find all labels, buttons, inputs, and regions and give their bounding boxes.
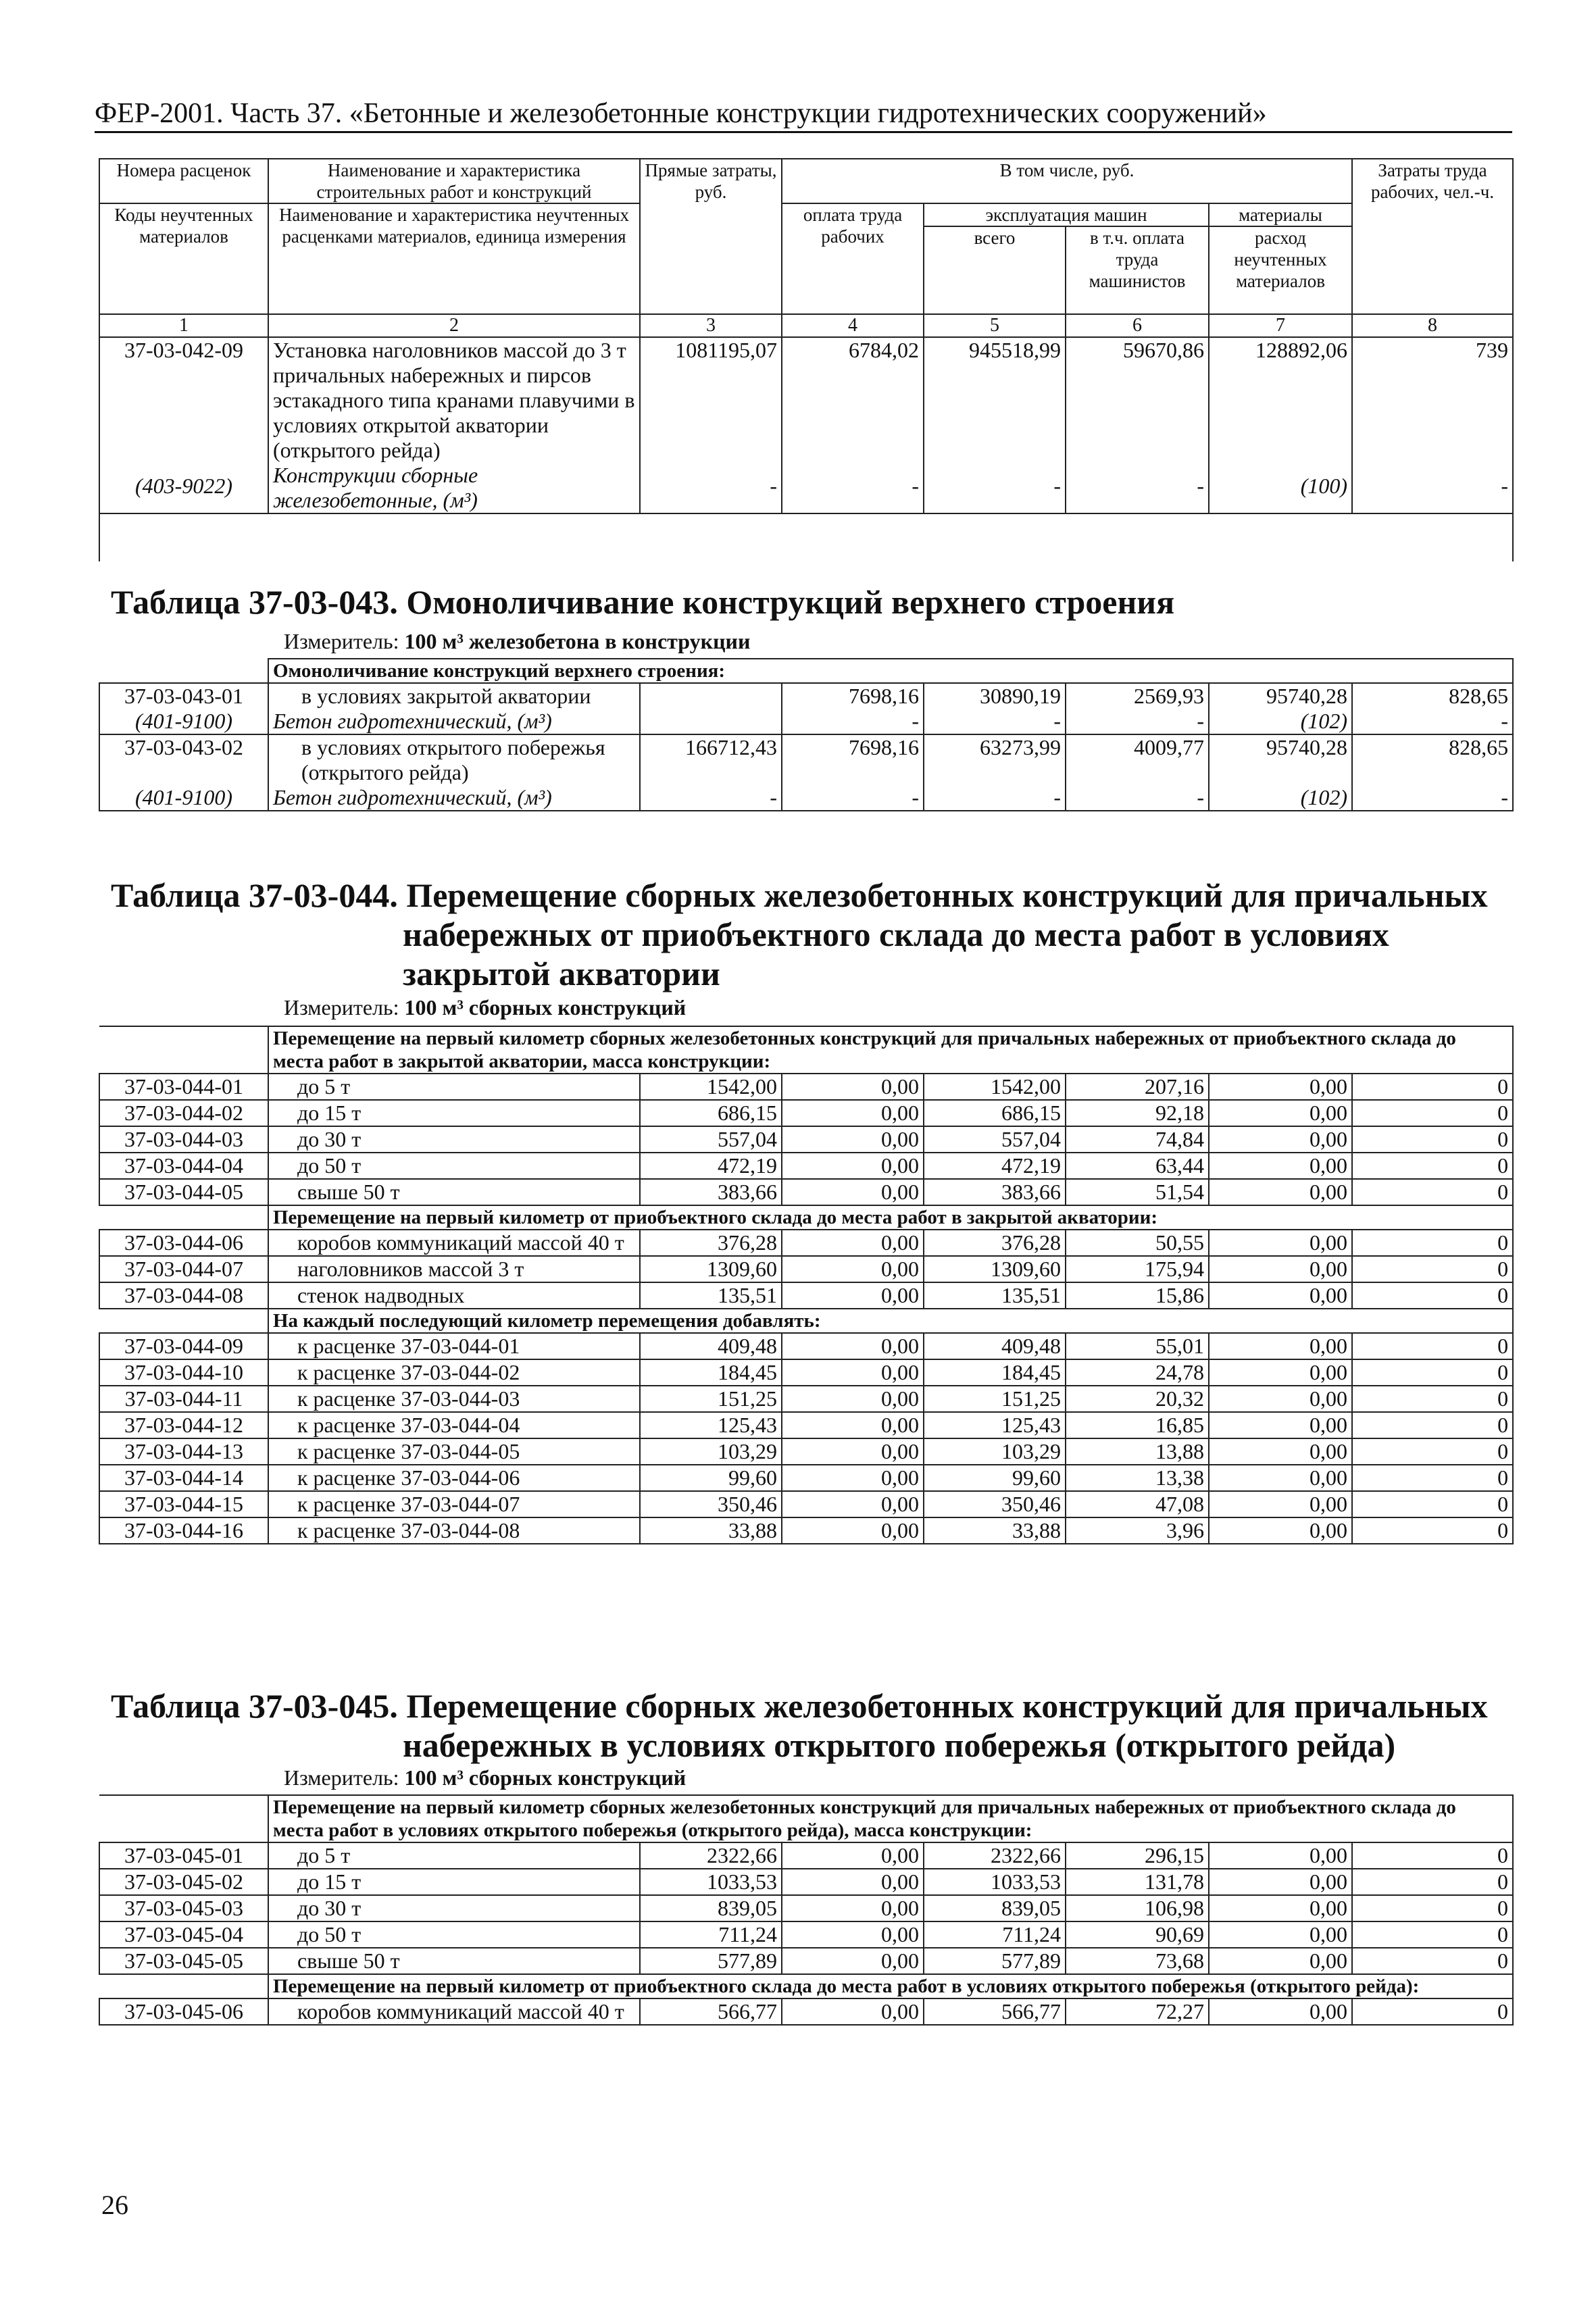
- table-row: [99, 683, 1513, 734]
- rate-name: свыше 50 т: [268, 1948, 640, 1974]
- header-including: В том числе, руб.: [782, 159, 1352, 203]
- table-row: [99, 1153, 1513, 1179]
- cell-machines-total: 99,60: [924, 1465, 1066, 1491]
- rates-table-main: [99, 158, 1514, 561]
- table-measure: Измеритель: 100 м³ сборных конструкций: [284, 995, 687, 1020]
- cell-worker-pay: 0,00: [782, 1359, 924, 1386]
- cell-materials: 0,00: [1209, 1100, 1352, 1126]
- rate-name: к расценке 37-03-044-02: [268, 1359, 640, 1386]
- rate-code: 37-03-044-09: [99, 1333, 268, 1359]
- section-heading: Перемещение на первый километр сборных железобетонных конструкций для причальных набережных от приобъектного склада до места работ в условиях открытого побережья (открытого рейда), масса конструкции:: [268, 1795, 1513, 1842]
- cell-labor: 739 -: [1352, 337, 1513, 513]
- col-number: 6: [1066, 314, 1209, 337]
- section-heading: Перемещение на первый километр сборных железобетонных конструкций для причальных набережных от приобъектного склада до места работ в закрытой акватории, масса конструкции:: [268, 1026, 1513, 1074]
- cell-worker-pay: 0,00: [782, 1282, 924, 1309]
- rate-code: 37-03-044-07: [99, 1256, 268, 1282]
- cell-machinist-pay: 106,98: [1066, 1895, 1209, 1921]
- cell-machines-total: 1309,60: [924, 1256, 1066, 1282]
- rate-name: до 5 т: [268, 1074, 640, 1100]
- cell-machinist-pay: 55,01: [1066, 1333, 1209, 1359]
- table-row: [99, 1179, 1513, 1205]
- section-heading: На каждый последующий километр перемещения добавлять:: [268, 1309, 1513, 1333]
- col-number: 5: [924, 314, 1066, 337]
- cell-machinist-pay: 16,85: [1066, 1412, 1209, 1438]
- header-direct-costs: Прямые затраты, руб.: [640, 159, 782, 314]
- cell-labor: 0: [1352, 1179, 1513, 1205]
- table-row: [99, 1465, 1513, 1491]
- cell-machines-total: 409,48: [924, 1333, 1066, 1359]
- cell-worker-pay: 6784,02 -: [782, 337, 924, 513]
- cell-direct-costs: 839,05: [640, 1895, 782, 1921]
- table-row: [99, 1438, 1513, 1465]
- cell-materials: 0,00: [1209, 1282, 1352, 1309]
- table-row: [99, 1491, 1513, 1517]
- table-row: [99, 1842, 1513, 1869]
- section-heading: Омоноличивание конструкций верхнего строения:: [268, 659, 1513, 683]
- cell-machines-total: 945518,99 -: [924, 337, 1066, 513]
- cell-direct-costs: [640, 683, 782, 734]
- table-row: [99, 1126, 1513, 1153]
- cell-labor: 0: [1352, 1895, 1513, 1921]
- cell-machines-total: 63273,99 -: [924, 734, 1066, 811]
- rate-code: 37-03-044-05: [99, 1179, 268, 1205]
- cell-machinist-pay: 3,96: [1066, 1517, 1209, 1544]
- cell-direct-costs: 1309,60: [640, 1256, 782, 1282]
- rate-code: 37-03-045-03: [99, 1895, 268, 1921]
- cell-worker-pay: 0,00: [782, 1438, 924, 1465]
- cell-direct-costs: 566,77: [640, 1998, 782, 2025]
- cell-materials: 95740,28 (102): [1209, 734, 1352, 811]
- rate-code: 37-03-045-06: [99, 1998, 268, 2025]
- cell-materials: 0,00: [1209, 1948, 1352, 1974]
- rate-name: до 50 т: [268, 1153, 640, 1179]
- cell-machinist-pay: 13,88: [1066, 1438, 1209, 1465]
- rate-name: к расценке 37-03-044-08: [268, 1517, 640, 1544]
- section-heading: Перемещение на первый километр от приобъектного склада до места работ в закрытой акватории:: [268, 1205, 1513, 1230]
- cell-machines-total: 1542,00: [924, 1074, 1066, 1100]
- table-measure: Измеритель: 100 м³ сборных конструкций: [284, 1765, 687, 1790]
- cell-direct-costs: 409,48: [640, 1333, 782, 1359]
- cell-labor: 0: [1352, 1491, 1513, 1517]
- cell-labor: 0: [1352, 1921, 1513, 1948]
- cell-machines-total: 839,05: [924, 1895, 1066, 1921]
- cell-machinist-pay: 63,44: [1066, 1153, 1209, 1179]
- cell-worker-pay: 0,00: [782, 1491, 924, 1517]
- cell-materials: 0,00: [1209, 1256, 1352, 1282]
- cell-materials: 0,00: [1209, 1998, 1352, 2025]
- rate-name: до 30 т: [268, 1126, 640, 1153]
- cell-direct-costs: 151,25: [640, 1386, 782, 1412]
- cell-machines-total: 376,28: [924, 1230, 1066, 1256]
- cell-materials: 128892,06 (100): [1209, 337, 1352, 513]
- cell-machines-total: 472,19: [924, 1153, 1066, 1179]
- rate-code: 37-03-044-16: [99, 1517, 268, 1544]
- rate-name: к расценке 37-03-044-01: [268, 1333, 640, 1359]
- table-row: [99, 1359, 1513, 1386]
- cell-materials: 0,00: [1209, 1412, 1352, 1438]
- cell-worker-pay: 0,00: [782, 1517, 924, 1544]
- header-material-use: расход неучтенных материалов: [1209, 226, 1352, 314]
- header-rate-number: Номера расценок: [99, 159, 268, 203]
- cell-machines-total: 30890,19 -: [924, 683, 1066, 734]
- table-row: [99, 1282, 1513, 1309]
- cell-machines-total: 184,45: [924, 1359, 1066, 1386]
- rate-name: до 15 т: [268, 1100, 640, 1126]
- rates-table-044: [99, 1026, 1514, 1544]
- cell-machinist-pay: 24,78: [1066, 1359, 1209, 1386]
- cell-machines-total: 686,15: [924, 1100, 1066, 1126]
- table-title: Таблица 37-03-043. Омоноличивание конструкций верхнего строения: [111, 583, 1175, 621]
- rate-code: 37-03-043-01 (401-9100): [99, 683, 268, 734]
- cell-labor: 0: [1352, 1256, 1513, 1282]
- header-worker-pay: оплата труда рабочих: [782, 203, 924, 314]
- table-row: [99, 1386, 1513, 1412]
- cell-materials: 0,00: [1209, 1126, 1352, 1153]
- cell-machines-total: 1033,53: [924, 1869, 1066, 1895]
- rate-code: 37-03-043-02 (401-9100): [99, 734, 268, 811]
- header-labor: Затраты труда рабочих, чел.-ч.: [1352, 159, 1513, 314]
- cell-materials: 0,00: [1209, 1153, 1352, 1179]
- cell-labor: 0: [1352, 1438, 1513, 1465]
- cell-worker-pay: 0,00: [782, 1153, 924, 1179]
- table-row: [99, 1998, 1513, 2025]
- rate-code: 37-03-044-08: [99, 1282, 268, 1309]
- rate-code: 37-03-044-02: [99, 1100, 268, 1126]
- cell-materials: 0,00: [1209, 1491, 1352, 1517]
- cell-machinist-pay: 73,68: [1066, 1948, 1209, 1974]
- cell-materials: 0,00: [1209, 1842, 1352, 1869]
- col-number: 8: [1352, 314, 1513, 337]
- cell-worker-pay: 0,00: [782, 1100, 924, 1126]
- cell-worker-pay: 0,00: [782, 1179, 924, 1205]
- cell-materials: 0,00: [1209, 1179, 1352, 1205]
- table-row: [99, 1100, 1513, 1126]
- header-machines-total: всего: [924, 226, 1066, 314]
- cell-materials: 95740,28 (102): [1209, 683, 1352, 734]
- cell-machines-total: 151,25: [924, 1386, 1066, 1412]
- table-row: [99, 1333, 1513, 1359]
- cell-direct-costs: 350,46: [640, 1491, 782, 1517]
- rate-code: 37-03-044-14: [99, 1465, 268, 1491]
- col-number: 7: [1209, 314, 1352, 337]
- cell-machinist-pay: 2569,93 -: [1066, 683, 1209, 734]
- rate-code: 37-03-045-04: [99, 1921, 268, 1948]
- cell-machinist-pay: 47,08: [1066, 1491, 1209, 1517]
- cell-machines-total: 566,77: [924, 1998, 1066, 2025]
- rate-name: наголовников массой 3 т: [268, 1256, 640, 1282]
- cell-machinist-pay: 51,54: [1066, 1179, 1209, 1205]
- rate-name: Установка наголовников массой до 3 т причальных набережных и пирсов эстакадного типа кранами плавучими в условиях открытой акватории (открытого рейда) Конструкции сборные железобетонные, (м³): [268, 337, 640, 513]
- rate-code: 37-03-045-01: [99, 1842, 268, 1869]
- table-row: [99, 1921, 1513, 1948]
- cell-worker-pay: 0,00: [782, 1333, 924, 1359]
- cell-materials: 0,00: [1209, 1895, 1352, 1921]
- cell-direct-costs: 135,51: [640, 1282, 782, 1309]
- cell-machines-total: 577,89: [924, 1948, 1066, 1974]
- cell-worker-pay: 0,00: [782, 1074, 924, 1100]
- cell-worker-pay: 0,00: [782, 1921, 924, 1948]
- rate-code: 37-03-044-01: [99, 1074, 268, 1100]
- cell-labor: 0: [1352, 1333, 1513, 1359]
- cell-machinist-pay: 74,84: [1066, 1126, 1209, 1153]
- cell-machinist-pay: 92,18: [1066, 1100, 1209, 1126]
- cell-machinist-pay: 13,38: [1066, 1465, 1209, 1491]
- cell-machinist-pay: 175,94: [1066, 1256, 1209, 1282]
- rate-name: до 50 т: [268, 1921, 640, 1948]
- rate-code: 37-03-044-13: [99, 1438, 268, 1465]
- cell-labor: 828,65 -: [1352, 683, 1513, 734]
- rate-name: к расценке 37-03-044-06: [268, 1465, 640, 1491]
- cell-machines-total: 350,46: [924, 1491, 1066, 1517]
- cell-labor: 0: [1352, 1074, 1513, 1100]
- rate-name: коробов коммуникаций массой 40 т: [268, 1998, 640, 2025]
- cell-machines-total: 135,51: [924, 1282, 1066, 1309]
- cell-materials: 0,00: [1209, 1359, 1352, 1386]
- cell-direct-costs: 103,29: [640, 1438, 782, 1465]
- rate-name: до 15 т: [268, 1869, 640, 1895]
- cell-direct-costs: 383,66: [640, 1179, 782, 1205]
- table-title: Таблица 37-03-045. Перемещение сборных железобетонных конструкций для причальных набережных в условиях открытого побережья (открытого рейда): [111, 1687, 1488, 1764]
- cell-labor: 0: [1352, 1948, 1513, 1974]
- table-row: [99, 1256, 1513, 1282]
- rate-name: к расценке 37-03-044-05: [268, 1438, 640, 1465]
- cell-materials: 0,00: [1209, 1230, 1352, 1256]
- rate-name: коробов коммуникаций массой 40 т: [268, 1230, 640, 1256]
- cell-materials: 0,00: [1209, 1517, 1352, 1544]
- cell-worker-pay: 0,00: [782, 1842, 924, 1869]
- header-material-name: Наименование и характеристика неучтенных расценками материалов, единица измерения: [268, 203, 640, 314]
- rate-code: 37-03-045-05: [99, 1948, 268, 1974]
- cell-direct-costs: 33,88: [640, 1517, 782, 1544]
- cell-labor: 0: [1352, 1359, 1513, 1386]
- cell-labor: 0: [1352, 1126, 1513, 1153]
- cell-machinist-pay: 50,55: [1066, 1230, 1209, 1256]
- rate-name: в условиях закрытой акватории Бетон гидротехнический, (м³): [268, 683, 640, 734]
- cell-worker-pay: 0,00: [782, 1465, 924, 1491]
- cell-worker-pay: 0,00: [782, 1386, 924, 1412]
- cell-labor: 0: [1352, 1517, 1513, 1544]
- rate-name: стенок надводных: [268, 1282, 640, 1309]
- cell-materials: 0,00: [1209, 1921, 1352, 1948]
- cell-worker-pay: 0,00: [782, 1126, 924, 1153]
- cell-direct-costs: 711,24: [640, 1921, 782, 1948]
- cell-worker-pay: 0,00: [782, 1869, 924, 1895]
- cell-direct-costs: 2322,66: [640, 1842, 782, 1869]
- cell-labor: 0: [1352, 1386, 1513, 1412]
- cell-machines-total: 557,04: [924, 1126, 1066, 1153]
- rate-code: 37-03-044-04: [99, 1153, 268, 1179]
- rate-name: свыше 50 т: [268, 1179, 640, 1205]
- cell-labor: 0: [1352, 1998, 1513, 2025]
- rate-code: 37-03-044-12: [99, 1412, 268, 1438]
- cell-worker-pay: 7698,16 -: [782, 683, 924, 734]
- cell-materials: 0,00: [1209, 1074, 1352, 1100]
- table-row: [99, 1517, 1513, 1544]
- cell-materials: 0,00: [1209, 1465, 1352, 1491]
- rate-code: 37-03-045-02: [99, 1869, 268, 1895]
- cell-machinist-pay: 131,78: [1066, 1869, 1209, 1895]
- cell-labor: 828,65 -: [1352, 734, 1513, 811]
- col-number: 3: [640, 314, 782, 337]
- rates-table-045: [99, 1794, 1514, 2026]
- cell-labor: 0: [1352, 1282, 1513, 1309]
- col-number: 4: [782, 314, 924, 337]
- rate-code: 37-03-044-03: [99, 1126, 268, 1153]
- cell-direct-costs: 577,89: [640, 1948, 782, 1974]
- table-measure: Измеритель: 100 м³ железобетона в конструкции: [284, 629, 751, 653]
- table-row: [99, 1869, 1513, 1895]
- cell-direct-costs: 184,45: [640, 1359, 782, 1386]
- page-header: ФЕР-2001. Часть 37. «Бетонные и железобетонные конструкции гидротехнических сооружений»: [95, 96, 1512, 133]
- rate-code: 37-03-042-09 (403-9022): [99, 337, 268, 513]
- cell-materials: 0,00: [1209, 1386, 1352, 1412]
- cell-machinist-pay: 20,32: [1066, 1386, 1209, 1412]
- cell-machinist-pay: 59670,86 -: [1066, 337, 1209, 513]
- rate-code: 37-03-044-06: [99, 1230, 268, 1256]
- cell-machines-total: 125,43: [924, 1412, 1066, 1438]
- cell-machinist-pay: 72,27: [1066, 1998, 1209, 2025]
- cell-direct-costs: 557,04: [640, 1126, 782, 1153]
- rate-code: 37-03-044-10: [99, 1359, 268, 1386]
- cell-machines-total: 711,24: [924, 1921, 1066, 1948]
- cell-worker-pay: 7698,16 -: [782, 734, 924, 811]
- header-work-name: Наименование и характеристика строительных работ и конструкций: [268, 159, 640, 203]
- table-row: [99, 734, 1513, 811]
- cell-machinist-pay: 207,16: [1066, 1074, 1209, 1100]
- cell-worker-pay: 0,00: [782, 1230, 924, 1256]
- rate-code: 37-03-044-11: [99, 1386, 268, 1412]
- cell-labor: 0: [1352, 1842, 1513, 1869]
- cell-materials: 0,00: [1209, 1333, 1352, 1359]
- table-row: [99, 1895, 1513, 1921]
- cell-direct-costs: 1033,53: [640, 1869, 782, 1895]
- page-number: 26: [101, 2190, 128, 2220]
- rate-code: 37-03-044-15: [99, 1491, 268, 1517]
- table-row: [99, 1948, 1513, 1974]
- cell-labor: 0: [1352, 1100, 1513, 1126]
- cell-direct-costs: 125,43: [640, 1412, 782, 1438]
- cell-direct-costs: 1081195,07 -: [640, 337, 782, 513]
- table-row: [99, 337, 1513, 513]
- cell-materials: 0,00: [1209, 1438, 1352, 1465]
- header-machines: эксплуатация машин: [924, 203, 1209, 226]
- cell-labor: 0: [1352, 1412, 1513, 1438]
- cell-direct-costs: 1542,00: [640, 1074, 782, 1100]
- rate-name: к расценке 37-03-044-07: [268, 1491, 640, 1517]
- rate-name: до 30 т: [268, 1895, 640, 1921]
- cell-machinist-pay: 4009,77 -: [1066, 734, 1209, 811]
- rate-name: в условиях открытого побережья (открытого рейда) Бетон гидротехнический, (м³): [268, 734, 640, 811]
- header-machinist-pay: в т.ч. оплата труда машинистов: [1066, 226, 1209, 314]
- table-row: [99, 1074, 1513, 1100]
- cell-machinist-pay: 296,15: [1066, 1842, 1209, 1869]
- col-number: 1: [99, 314, 268, 337]
- table-title: Таблица 37-03-044. Перемещение сборных железобетонных конструкций для причальных набережных от приобъектного склада до места работ в условиях закрытой акватории: [111, 876, 1488, 992]
- cell-worker-pay: 0,00: [782, 1998, 924, 2025]
- cell-machines-total: 33,88: [924, 1517, 1066, 1544]
- rate-name: до 5 т: [268, 1842, 640, 1869]
- header-materials: материалы: [1209, 203, 1352, 226]
- cell-labor: 0: [1352, 1869, 1513, 1895]
- cell-materials: 0,00: [1209, 1869, 1352, 1895]
- table-row: [99, 1230, 1513, 1256]
- cell-direct-costs: 166712,43 -: [640, 734, 782, 811]
- rate-name: к расценке 37-03-044-04: [268, 1412, 640, 1438]
- cell-direct-costs: 472,19: [640, 1153, 782, 1179]
- rates-table-043: [99, 658, 1514, 811]
- cell-machines-total: 103,29: [924, 1438, 1066, 1465]
- cell-machinist-pay: 15,86: [1066, 1282, 1209, 1309]
- table-row: [99, 1412, 1513, 1438]
- cell-labor: 0: [1352, 1465, 1513, 1491]
- cell-machinist-pay: 90,69: [1066, 1921, 1209, 1948]
- cell-worker-pay: 0,00: [782, 1895, 924, 1921]
- cell-direct-costs: 686,15: [640, 1100, 782, 1126]
- cell-direct-costs: 99,60: [640, 1465, 782, 1491]
- section-heading: Перемещение на первый километр от приобъектного склада до места работ в условиях открытого побережья (открытого рейда):: [268, 1974, 1513, 1998]
- cell-labor: 0: [1352, 1230, 1513, 1256]
- cell-worker-pay: 0,00: [782, 1256, 924, 1282]
- rate-name: к расценке 37-03-044-03: [268, 1386, 640, 1412]
- cell-worker-pay: 0,00: [782, 1412, 924, 1438]
- cell-machines-total: 2322,66: [924, 1842, 1066, 1869]
- header-material-codes: Коды неучтенных материалов: [99, 203, 268, 314]
- col-number: 2: [268, 314, 640, 337]
- cell-labor: 0: [1352, 1153, 1513, 1179]
- cell-worker-pay: 0,00: [782, 1948, 924, 1974]
- cell-direct-costs: 376,28: [640, 1230, 782, 1256]
- cell-machines-total: 383,66: [924, 1179, 1066, 1205]
